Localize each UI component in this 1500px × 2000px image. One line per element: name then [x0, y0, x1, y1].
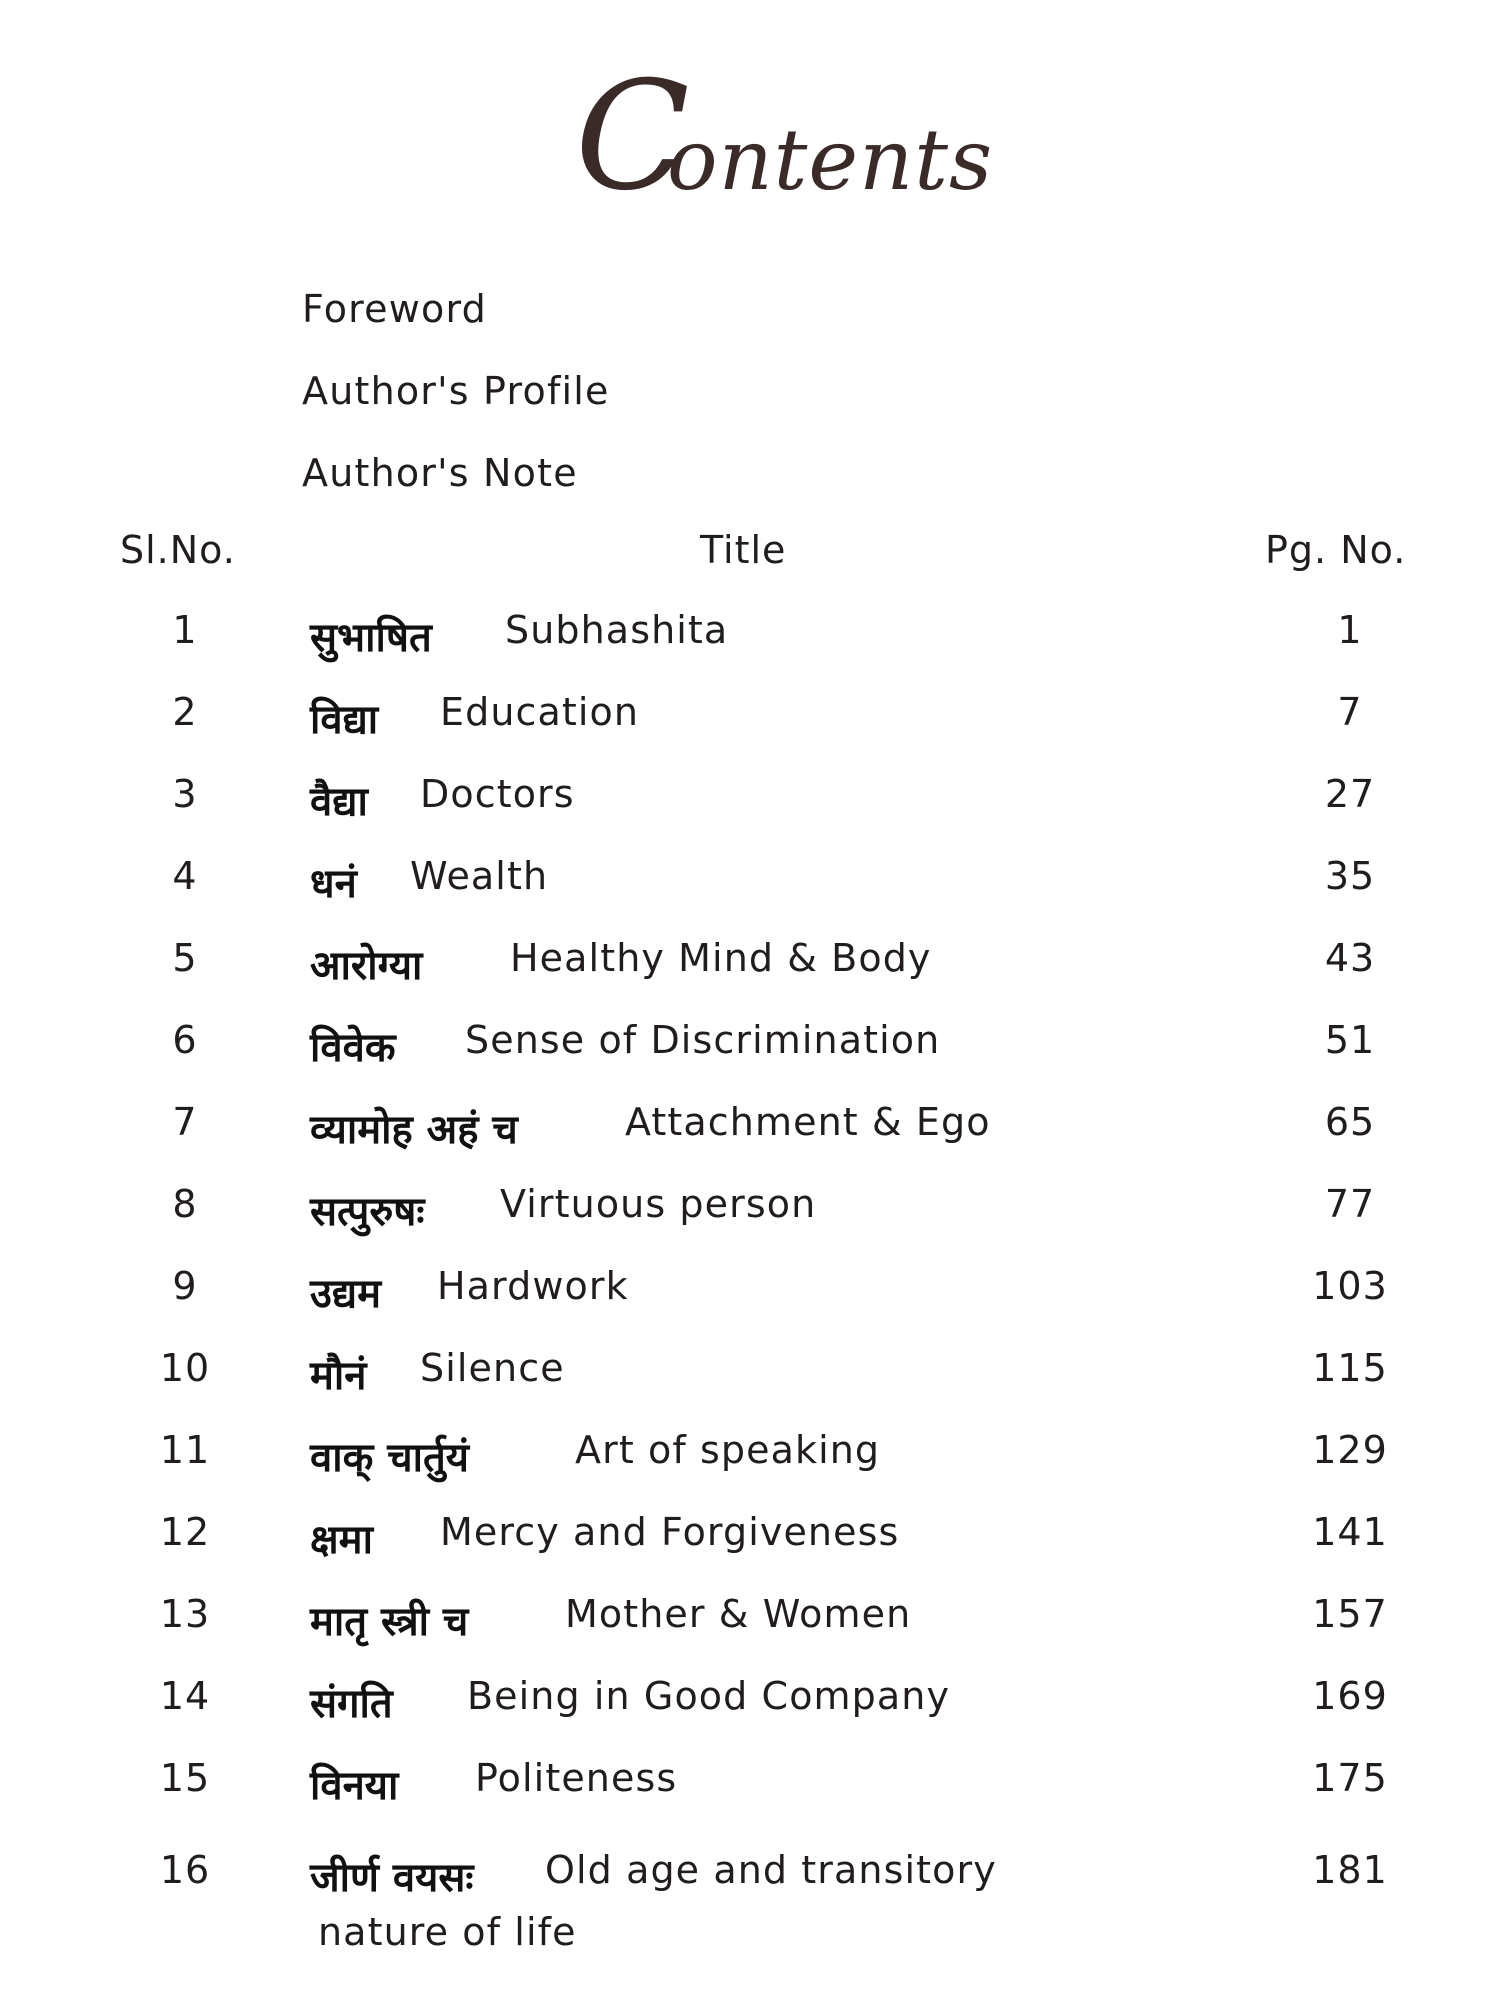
serial-number-header: Sl.No. [120, 528, 236, 572]
table-row [0, 1018, 1500, 1088]
page-number: 175 [1312, 1756, 1388, 1800]
table-row [0, 1756, 1500, 1826]
english-title: Education [440, 690, 640, 734]
sanskrit-title: मौनं [310, 1353, 367, 1399]
page-number: 27 [1324, 772, 1376, 816]
english-title: Subhashita [505, 608, 729, 652]
page-number: 115 [1312, 1346, 1388, 1390]
table-row [0, 1100, 1500, 1170]
serial-number: 4 [172, 854, 198, 898]
table-row [0, 608, 1500, 678]
english-title: Mercy and Forgiveness [440, 1510, 900, 1554]
table-row [0, 772, 1500, 842]
serial-number: 16 [159, 1848, 211, 1892]
page-number: 51 [1324, 1018, 1376, 1062]
serial-number: 9 [172, 1264, 198, 1308]
table-row [0, 1592, 1500, 1662]
table-row [0, 854, 1500, 924]
english-title: Being in Good Company [467, 1674, 951, 1718]
page-number: 1 [1337, 608, 1363, 652]
sanskrit-title: मातृ स्त्री च [310, 1599, 469, 1645]
serial-number: 1 [172, 608, 198, 652]
english-title: Wealth [410, 854, 549, 898]
english-title: Hardwork [437, 1264, 629, 1308]
serial-number: 8 [172, 1182, 198, 1226]
serial-number: 11 [159, 1428, 211, 1472]
english-title: Healthy Mind & Body [510, 936, 932, 980]
page-number: 7 [1337, 690, 1363, 734]
sanskrit-title: क्षमा [310, 1517, 373, 1563]
sanskrit-title: वाक् चार्तुयं [310, 1435, 470, 1481]
sanskrit-title: विद्या [310, 697, 379, 743]
page-number: 77 [1324, 1182, 1376, 1226]
english-title: Politeness [475, 1756, 678, 1800]
page-number: 35 [1324, 854, 1376, 898]
page-number: 103 [1312, 1264, 1388, 1308]
page-number: 169 [1312, 1674, 1388, 1718]
page-title-initial: C [575, 50, 691, 224]
serial-number: 13 [159, 1592, 211, 1636]
serial-number: 10 [159, 1346, 211, 1390]
page-number: 181 [1312, 1848, 1388, 1892]
sanskrit-title: विवेक [310, 1025, 396, 1071]
serial-number: 7 [172, 1100, 198, 1144]
table-row [0, 1428, 1500, 1498]
front-matter-authors-note: Author's Note [302, 451, 578, 495]
sanskrit-title: जीर्ण वयसः [310, 1855, 474, 1901]
table-row [0, 1182, 1500, 1252]
table-row [0, 1848, 1500, 1968]
english-title: Doctors [420, 772, 575, 816]
table-row [0, 936, 1500, 1006]
english-title: Art of speaking [575, 1428, 881, 1472]
english-title: Sense of Discrimination [465, 1018, 941, 1062]
table-row [0, 1346, 1500, 1416]
sanskrit-title: उद्यम [310, 1271, 382, 1317]
english-title-continued: nature of life [318, 1910, 577, 1954]
table-row [0, 1264, 1500, 1334]
english-title: Attachment & Ego [625, 1100, 991, 1144]
sanskrit-title: विनया [310, 1763, 399, 1809]
serial-number: 6 [172, 1018, 198, 1062]
page-number-header: Pg. No. [1265, 528, 1407, 572]
table-row [0, 1510, 1500, 1580]
sanskrit-title: संगति [310, 1681, 393, 1727]
serial-number: 12 [159, 1510, 211, 1554]
english-title: Old age and transitory [545, 1848, 997, 1892]
english-title: Mother & Women [565, 1592, 912, 1636]
page-number: 129 [1312, 1428, 1388, 1472]
sanskrit-title: वैद्या [310, 779, 368, 825]
english-title: Silence [420, 1346, 565, 1390]
page-title-rest: ontents [667, 111, 994, 209]
sanskrit-title: धनं [310, 861, 357, 907]
serial-number: 5 [172, 936, 198, 980]
sanskrit-title: आरोग्या [310, 943, 423, 989]
page-title [575, 50, 995, 224]
serial-number: 14 [159, 1674, 211, 1718]
serial-number: 3 [172, 772, 198, 816]
english-title: Virtuous person [500, 1182, 817, 1226]
page-number: 157 [1312, 1592, 1388, 1636]
table-row [0, 1674, 1500, 1744]
page-number: 43 [1324, 936, 1376, 980]
sanskrit-title: व्यामोह अहं च [310, 1107, 518, 1153]
serial-number: 2 [172, 690, 198, 734]
serial-number: 15 [159, 1756, 211, 1800]
table-row [0, 690, 1500, 760]
page-number: 65 [1324, 1100, 1376, 1144]
sanskrit-title: सत्पुरुषः [310, 1189, 425, 1235]
page-number: 141 [1312, 1510, 1388, 1554]
sanskrit-title: सुभाषित [310, 615, 432, 661]
front-matter-foreword: Foreword [302, 287, 487, 331]
title-header: Title [700, 528, 787, 572]
front-matter-authors-profile: Author's Profile [302, 369, 610, 413]
